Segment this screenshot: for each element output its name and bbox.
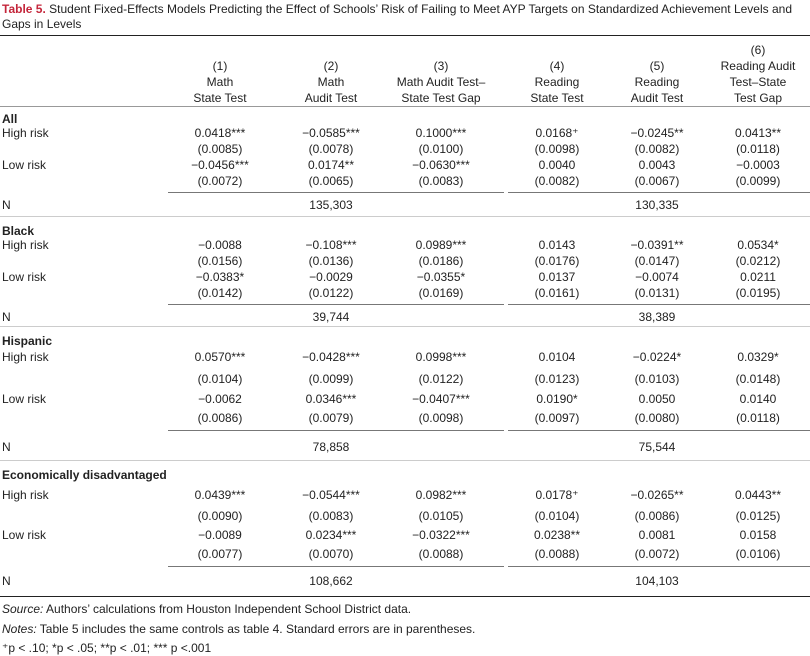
standard-error-cell: (0.0098) xyxy=(534,142,580,156)
notes-note xyxy=(2,622,475,637)
standard-error-cell: (0.0070) xyxy=(308,547,354,561)
n-math-value: 135,303 xyxy=(309,198,353,212)
coefficient-cell: −0.0407*** xyxy=(412,392,470,406)
coefficient-cell: 0.1000*** xyxy=(415,126,467,140)
coefficient-cell: 0.0104 xyxy=(538,350,576,364)
coefficient-cell: −0.0074 xyxy=(635,270,679,284)
table-title-label: Table 5. xyxy=(2,2,46,16)
coefficient-cell: 0.0158 xyxy=(739,528,777,542)
coefficient-cell: −0.0544*** xyxy=(302,488,360,502)
significance-note: ⁺p < .10; *p < .05; **p < .01; *** p <.001 xyxy=(2,641,212,655)
standard-error-cell: (0.0065) xyxy=(308,174,354,188)
row-label: Low risk xyxy=(2,158,47,172)
coefficient-cell: 0.0534* xyxy=(737,238,779,252)
column-header-line: Reading Audit xyxy=(720,59,796,73)
coefficient-cell: 0.0982*** xyxy=(415,488,467,502)
reading-group-rule xyxy=(508,566,810,567)
standard-error-cell: (0.0078) xyxy=(308,142,354,156)
standard-error-cell: (0.0090) xyxy=(197,509,243,523)
standard-error-cell: (0.0195) xyxy=(735,286,781,300)
coefficient-cell: 0.0346*** xyxy=(305,392,357,406)
column-header-line: Reading xyxy=(634,75,680,89)
column-header-line: Reading xyxy=(534,75,580,89)
column-header-line: (3) xyxy=(433,59,449,73)
standard-error-cell: (0.0186) xyxy=(418,254,464,268)
standard-error-cell: (0.0085) xyxy=(197,142,243,156)
section-heading: Economically disadvantaged xyxy=(2,468,167,482)
n-label: N xyxy=(2,440,11,454)
n-math-value: 39,744 xyxy=(312,310,350,324)
source-note xyxy=(2,602,411,617)
row-label: High risk xyxy=(2,488,49,502)
coefficient-cell: 0.0234*** xyxy=(305,528,357,542)
coefficient-cell: 0.0168⁺ xyxy=(535,126,579,140)
standard-error-cell: (0.0079) xyxy=(308,411,354,425)
math-group-rule xyxy=(168,304,504,305)
n-label: N xyxy=(2,574,11,588)
n-label: N xyxy=(2,198,11,212)
standard-error-cell: (0.0118) xyxy=(736,411,780,425)
coefficient-cell: 0.0238** xyxy=(533,528,581,542)
row-label: High risk xyxy=(2,350,49,364)
n-reading-value: 104,103 xyxy=(635,574,679,588)
standard-error-cell: (0.0082) xyxy=(634,142,680,156)
coefficient-cell: 0.0178⁺ xyxy=(535,488,579,502)
column-header-line: (2) xyxy=(323,59,339,73)
standard-error-cell: (0.0100) xyxy=(418,142,464,156)
column-header-3 xyxy=(376,58,506,106)
standard-error-cell: (0.0104) xyxy=(197,372,243,386)
standard-error-cell: (0.0156) xyxy=(197,254,243,268)
reading-group-rule xyxy=(508,304,810,305)
row-label: Low risk xyxy=(2,392,47,406)
standard-error-cell: (0.0080) xyxy=(634,411,680,425)
column-header-line: State Test xyxy=(193,91,247,105)
coefficient-cell: −0.0088 xyxy=(198,238,242,252)
column-header-line: State Test xyxy=(530,91,584,105)
column-header-line: Math xyxy=(206,75,234,89)
coefficient-cell: 0.0570*** xyxy=(194,350,246,364)
standard-error-cell: (0.0147) xyxy=(634,254,680,268)
standard-error-cell: (0.0161) xyxy=(534,286,580,300)
column-header-6 xyxy=(693,42,810,106)
n-reading-value: 75,544 xyxy=(638,440,676,454)
math-group-rule xyxy=(168,566,504,567)
source-label: Source: xyxy=(2,602,44,616)
standard-error-cell: (0.0125) xyxy=(735,509,781,523)
row-label: High risk xyxy=(2,238,49,252)
coefficient-cell: −0.0391** xyxy=(630,238,684,252)
standard-error-cell: (0.0169) xyxy=(418,286,464,300)
n-reading-value: 38,389 xyxy=(638,310,676,324)
coefficient-cell: 0.0439*** xyxy=(194,488,246,502)
column-header-line: State Test Gap xyxy=(401,91,481,105)
header-rule xyxy=(0,106,810,107)
coefficient-cell: −0.0224* xyxy=(632,350,682,364)
standard-error-cell: (0.0088) xyxy=(534,547,580,561)
reading-group-rule xyxy=(508,430,810,431)
section-heading: Black xyxy=(2,224,35,238)
bottom-rule xyxy=(0,596,810,597)
coefficient-cell: 0.0140 xyxy=(739,392,777,406)
table-title xyxy=(2,2,806,32)
standard-error-cell: (0.0104) xyxy=(534,509,580,523)
coefficient-cell: −0.0003 xyxy=(736,158,780,172)
math-group-rule xyxy=(168,192,504,193)
standard-error-cell: (0.0086) xyxy=(634,509,680,523)
standard-error-cell: (0.0097) xyxy=(534,411,580,425)
standard-error-cell: (0.0212) xyxy=(735,254,781,268)
section-separator xyxy=(0,460,810,461)
standard-error-cell: (0.0083) xyxy=(308,509,354,523)
standard-error-cell: (0.0118) xyxy=(736,142,780,156)
standard-error-cell: (0.0077) xyxy=(197,547,243,561)
n-reading-value: 130,335 xyxy=(635,198,679,212)
standard-error-cell: (0.0067) xyxy=(634,174,680,188)
coefficient-cell: −0.0265** xyxy=(630,488,684,502)
column-header-line: Audit Test xyxy=(304,91,358,105)
n-math-value: 108,662 xyxy=(309,574,353,588)
standard-error-cell: (0.0083) xyxy=(418,174,464,188)
standard-error-cell: (0.0088) xyxy=(418,547,464,561)
coefficient-cell: −0.0062 xyxy=(198,392,242,406)
row-label: Low risk xyxy=(2,270,47,284)
coefficient-cell: 0.0081 xyxy=(638,528,676,542)
section-heading: Hispanic xyxy=(2,334,53,348)
top-rule xyxy=(0,35,810,36)
standard-error-cell: (0.0072) xyxy=(197,174,243,188)
standard-error-cell: (0.0099) xyxy=(735,174,781,188)
coefficient-cell: −0.0630*** xyxy=(412,158,470,172)
coefficient-cell: 0.0174** xyxy=(307,158,355,172)
coefficient-cell: 0.0190* xyxy=(536,392,578,406)
standard-error-cell: (0.0105) xyxy=(418,509,464,523)
standard-error-cell: (0.0103) xyxy=(634,372,680,386)
coefficient-cell: −0.0322*** xyxy=(412,528,470,542)
row-label: High risk xyxy=(2,126,49,140)
standard-error-cell: (0.0122) xyxy=(308,286,354,300)
notes-text: Table 5 includes the same controls as table 4. Standard errors are in parentheses. xyxy=(36,622,476,636)
standard-error-cell: (0.0131) xyxy=(634,286,680,300)
coefficient-cell: 0.0418*** xyxy=(194,126,246,140)
column-header-line: (4) xyxy=(549,59,565,73)
coefficient-cell: 0.0040 xyxy=(538,158,576,172)
coefficient-cell: 0.0413** xyxy=(734,126,782,140)
notes-label: Notes: xyxy=(2,622,37,636)
section-heading: All xyxy=(2,112,18,126)
coefficient-cell: 0.0443** xyxy=(734,488,782,502)
section-separator xyxy=(0,326,810,327)
coefficient-cell: 0.0137 xyxy=(538,270,576,284)
standard-error-cell: (0.0086) xyxy=(197,411,243,425)
column-header-line: Test Gap xyxy=(733,91,783,105)
standard-error-cell: (0.0123) xyxy=(534,372,580,386)
column-header-line: Math Audit Test– xyxy=(396,75,486,89)
column-header-line: Test–State xyxy=(729,75,787,89)
coefficient-cell: −0.0089 xyxy=(198,528,242,542)
coefficient-cell: 0.0050 xyxy=(638,392,676,406)
coefficient-cell: −0.0355* xyxy=(416,270,466,284)
reading-group-rule xyxy=(508,192,810,193)
coefficient-cell: −0.108*** xyxy=(305,238,357,252)
column-header-line: (6) xyxy=(750,43,766,57)
source-text: Authors’ calculations from Houston Independent School District data. xyxy=(43,602,412,616)
n-math-value: 78,858 xyxy=(312,440,350,454)
coefficient-cell: −0.0245** xyxy=(630,126,684,140)
column-header-line: Audit Test xyxy=(630,91,684,105)
coefficient-cell: 0.0989*** xyxy=(415,238,467,252)
standard-error-cell: (0.0106) xyxy=(735,547,781,561)
coefficient-cell: 0.0143 xyxy=(538,238,576,252)
row-label: Low risk xyxy=(2,528,47,542)
math-group-rule xyxy=(168,430,504,431)
coefficient-cell: −0.0456*** xyxy=(191,158,249,172)
standard-error-cell: (0.0136) xyxy=(308,254,354,268)
coefficient-cell: 0.0998*** xyxy=(415,350,467,364)
standard-error-cell: (0.0148) xyxy=(735,372,781,386)
column-header-line: Math xyxy=(317,75,345,89)
coefficient-cell: −0.0585*** xyxy=(302,126,360,140)
coefficient-cell: 0.0043 xyxy=(638,158,676,172)
coefficient-cell: 0.0329* xyxy=(737,350,779,364)
section-separator xyxy=(0,216,810,217)
standard-error-cell: (0.0072) xyxy=(634,547,680,561)
standard-error-cell: (0.0099) xyxy=(308,372,354,386)
table-title-text: Student Fixed-Effects Models Predicting the Effect of Schools’ Risk of Failing to Meet AYP Targets on Standardized Achievement Levels and Gaps in Levels xyxy=(2,2,792,31)
standard-error-cell: (0.0098) xyxy=(418,411,464,425)
coefficient-cell: −0.0029 xyxy=(309,270,353,284)
standard-error-cell: (0.0142) xyxy=(197,286,243,300)
column-header-line: (1) xyxy=(212,59,228,73)
n-label: N xyxy=(2,310,11,324)
coefficient-cell: 0.0211 xyxy=(740,270,776,284)
column-header-line: (5) xyxy=(649,59,665,73)
standard-error-cell: (0.0176) xyxy=(534,254,580,268)
standard-error-cell: (0.0122) xyxy=(418,372,464,386)
standard-error-cell: (0.0082) xyxy=(534,174,580,188)
coefficient-cell: −0.0428*** xyxy=(302,350,360,364)
coefficient-cell: −0.0383* xyxy=(195,270,245,284)
